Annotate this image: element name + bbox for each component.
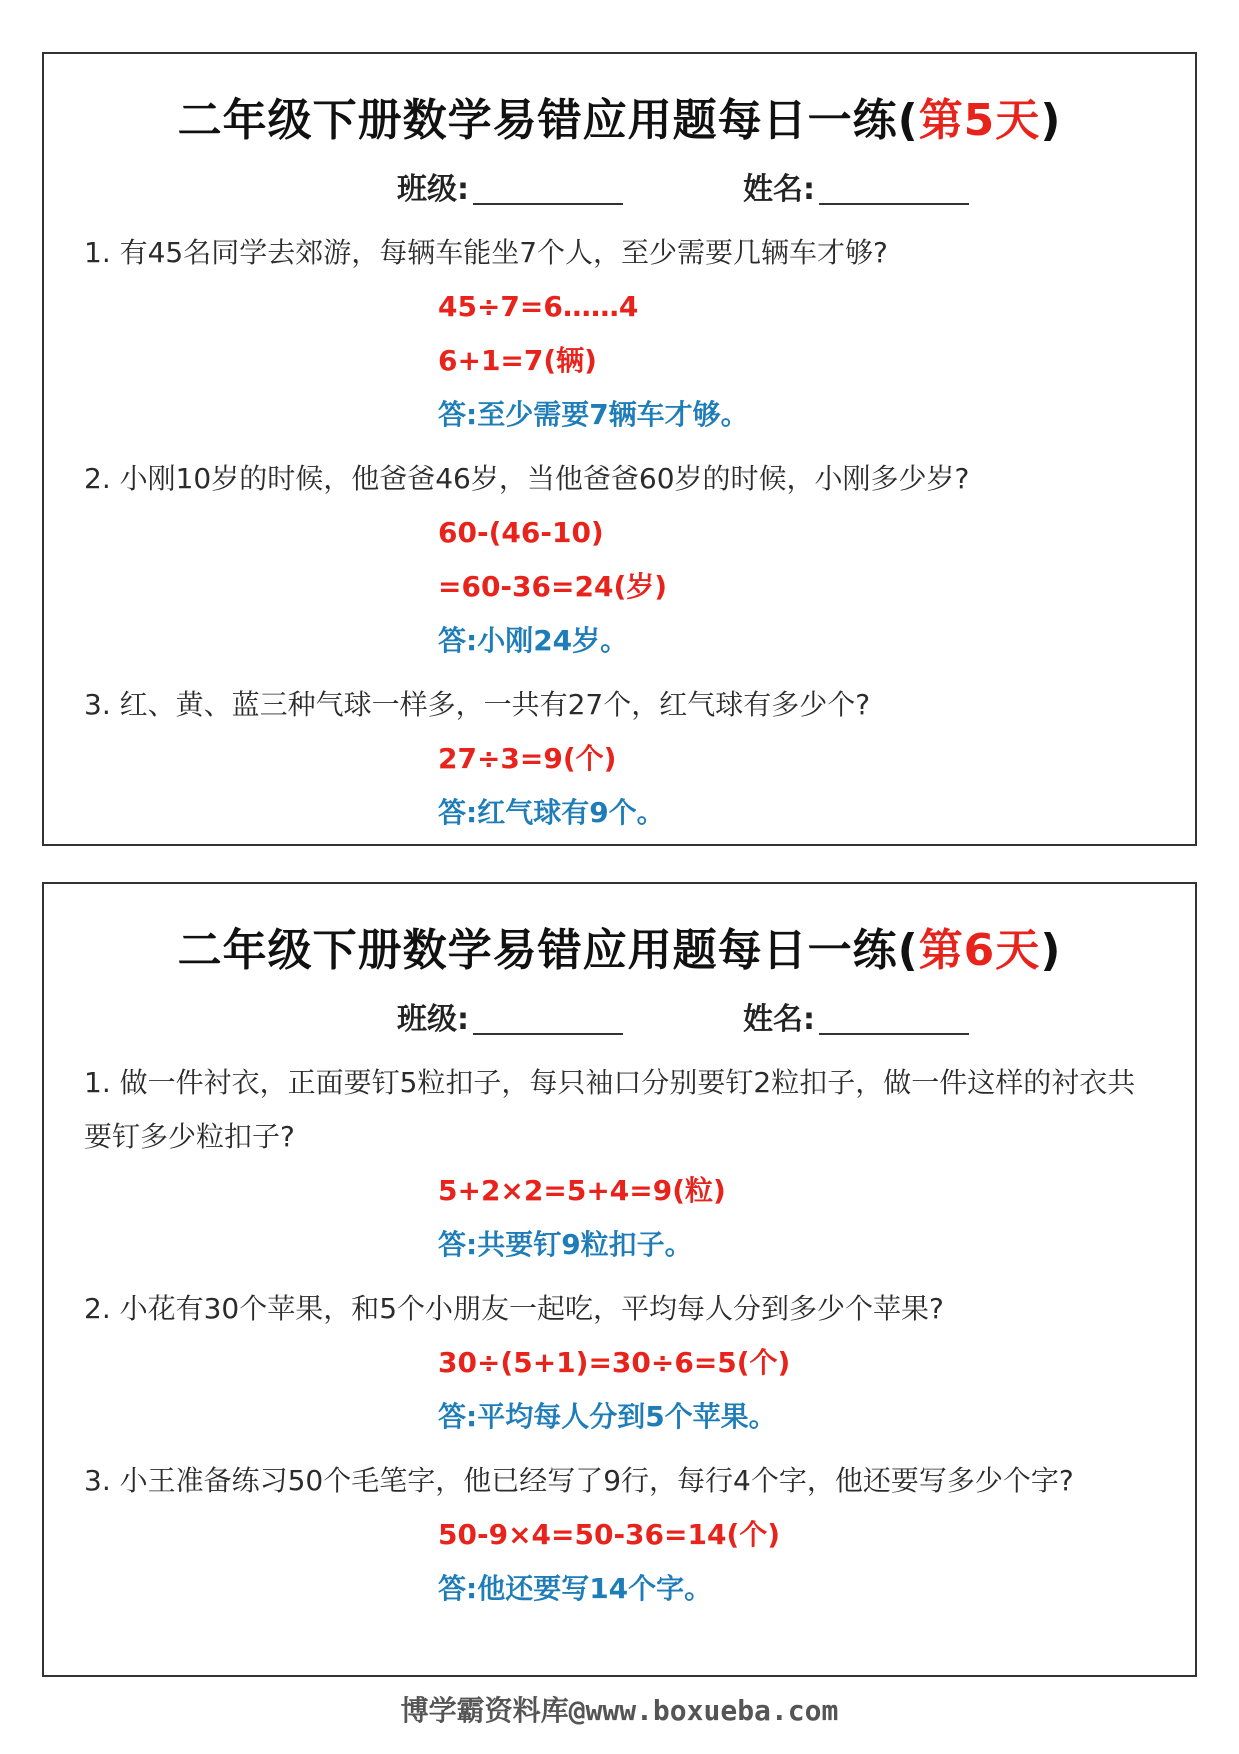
name-blank [819, 175, 969, 205]
title-day: 第5天 [918, 95, 1041, 146]
answer: 答:他还要写14个字。 [438, 1572, 713, 1605]
name-label: 姓名: [743, 172, 815, 207]
problem-2 [84, 1282, 1159, 1444]
class-field [397, 164, 623, 208]
answer: 答:共要钉9粒扣子。 [438, 1228, 693, 1261]
class-label: 班级: [397, 172, 469, 207]
worksheet-day-6 [42, 882, 1197, 1677]
problem-2 [84, 452, 1159, 668]
problem-list [84, 226, 1159, 840]
student-info [397, 994, 969, 1038]
worksheet-title [44, 84, 1195, 148]
title-main: 二年级下册数学易错应用题每日一练( [177, 925, 919, 976]
name-field [743, 164, 969, 208]
problem-1 [84, 1056, 1159, 1272]
question: 3. 红、黄、蓝三种气球一样多，一共有27个，红气球有多少个? [84, 688, 871, 721]
name-field [743, 994, 969, 1038]
solution-step: 5+2×2=5+4=9(粒) [438, 1174, 726, 1207]
answer: 答:小刚24岁。 [438, 624, 629, 657]
answer: 答:平均每人分到5个苹果。 [438, 1400, 777, 1433]
question: 2. 小刚10岁的时候，他爸爸46岁，当他爸爸60岁的时候，小刚多少岁? [84, 462, 970, 495]
worksheet-day-5 [42, 52, 1197, 846]
name-blank [819, 1005, 969, 1035]
question: 3. 小王准备练习50个毛笔字，他已经写了9行，每行4个字，他还要写多少个字? [84, 1464, 1074, 1497]
solution-step: 6+1=7(辆) [438, 344, 597, 377]
class-blank [473, 175, 623, 205]
problem-3 [84, 1454, 1159, 1616]
solution-step: 27÷3=9(个) [438, 742, 617, 775]
title-main: 二年级下册数学易错应用题每日一练( [177, 95, 919, 146]
class-label: 班级: [397, 1002, 469, 1037]
class-blank [473, 1005, 623, 1035]
title-close: ) [1040, 925, 1062, 976]
answer: 答:红气球有9个。 [438, 796, 665, 829]
solution-step: 60-(46-10) [438, 516, 604, 549]
problem-1 [84, 226, 1159, 442]
name-label: 姓名: [743, 1002, 815, 1037]
title-day: 第6天 [918, 925, 1041, 976]
solution-step: =60-36=24(岁) [438, 570, 668, 603]
class-field [397, 994, 623, 1038]
solution-step: 45÷7=6……4 [438, 290, 639, 323]
footer-watermark: 博学霸资料库@www.boxueba.com [400, 1694, 839, 1727]
title-close: ) [1040, 95, 1062, 146]
worksheet-title [44, 914, 1195, 978]
student-info [397, 164, 969, 208]
answer: 答:至少需要7辆车才够。 [438, 398, 749, 431]
solution-step: 30÷(5+1)=30÷6=5(个) [438, 1346, 791, 1379]
solution-step: 50-9×4=50-36=14(个) [438, 1518, 781, 1551]
question: 1. 有45名同学去郊游，每辆车能坐7个人，至少需要几辆车才够? [84, 236, 888, 269]
question: 2. 小花有30个苹果，和5个小朋友一起吃，平均每人分到多少个苹果? [84, 1292, 944, 1325]
problem-list [84, 1056, 1159, 1616]
question: 1. 做一件衬衣，正面要钉5粒扣子，每只袖口分别要钉2粒扣子，做一件这样的衬衣共要钉多少粒扣子? [84, 1066, 1136, 1153]
problem-3 [84, 678, 1159, 840]
